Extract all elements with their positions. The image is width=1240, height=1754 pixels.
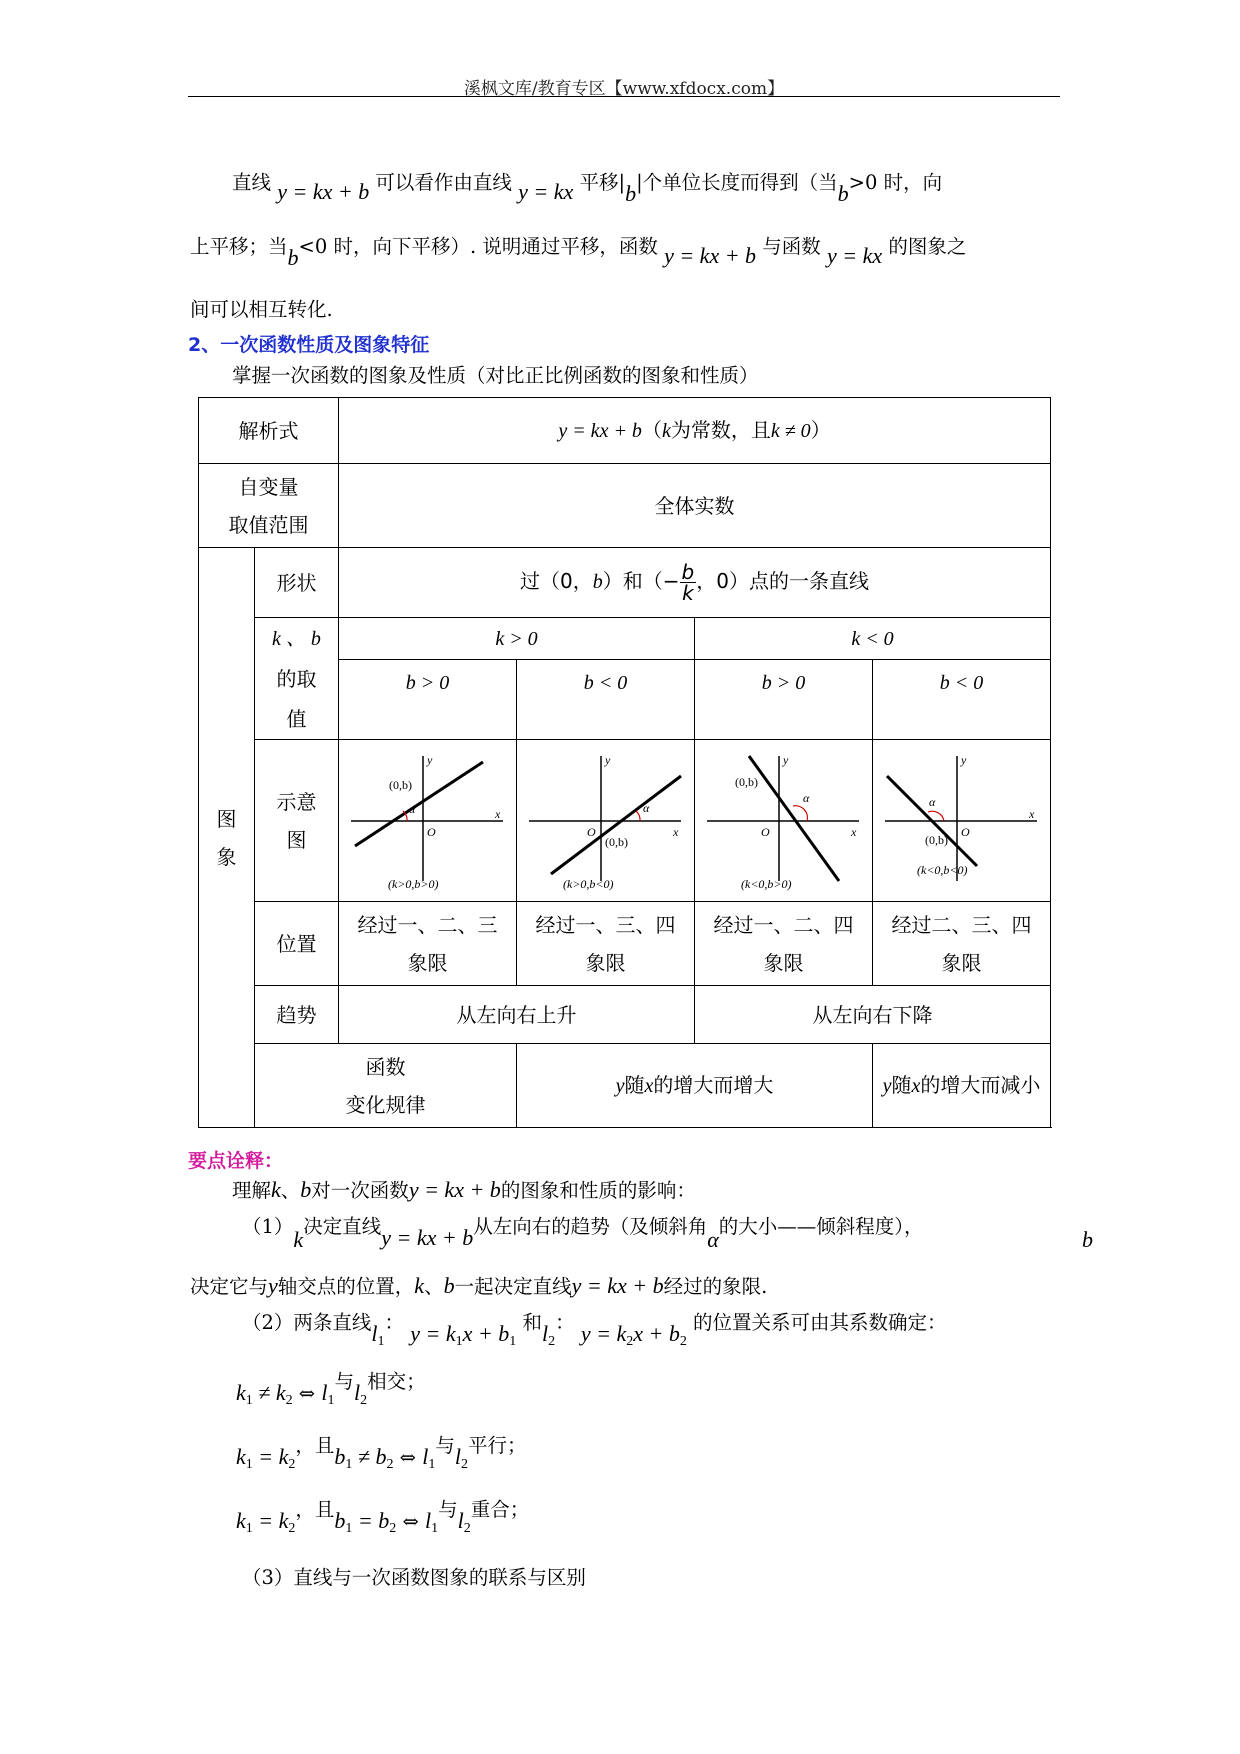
b-pos-2: b > 0: [695, 660, 873, 740]
variable: b: [625, 181, 637, 206]
text: （1）: [242, 1215, 294, 1238]
position-4: [873, 902, 1051, 986]
text: 平移|: [579, 171, 626, 194]
origin-label: O: [586, 824, 596, 839]
text: 与函数: [762, 235, 821, 258]
trend-down: 从左向右下降: [695, 986, 1051, 1044]
variable: l: [541, 1321, 549, 1346]
variable: l: [457, 1508, 464, 1533]
graph-k-pos-b-neg: [521, 746, 691, 896]
variable: k: [236, 1380, 246, 1405]
text: 象限: [941, 950, 982, 975]
operator: ≠ b: [352, 1444, 387, 1469]
text: 与: [438, 1498, 458, 1521]
properties-table: [198, 397, 1051, 1128]
label-line: 图: [216, 806, 237, 831]
fraction: [680, 562, 697, 603]
text: 决定直线: [303, 1215, 382, 1238]
caption: (k>0,b<0): [562, 876, 614, 891]
subscript: 2: [288, 1521, 296, 1536]
text: 从左向右的趋势（及倾斜角: [473, 1215, 708, 1238]
b-neg-1: b < 0: [517, 660, 695, 740]
row-formula: [199, 398, 1051, 464]
row-diagram: [199, 740, 1051, 902]
function-increasing: [517, 1044, 873, 1128]
page-header: 溪枫文库/教育专区【www.xfdocx.com】: [463, 79, 785, 99]
denominator: k: [682, 581, 694, 605]
operator: ⇔: [292, 1382, 322, 1405]
notes-line3: [242, 1308, 1112, 1349]
label-line: 值: [286, 706, 307, 731]
variable: b: [334, 1444, 346, 1469]
caption: (k>0,b>0): [387, 876, 439, 891]
row-position: [199, 902, 1051, 986]
operator: ≠ k: [252, 1380, 286, 1405]
text: 重合；: [470, 1498, 530, 1521]
variable: y: [268, 1273, 278, 1298]
label-diagram: [255, 740, 339, 902]
position-2: [517, 902, 695, 986]
variable: k: [293, 1227, 304, 1252]
variable: x: [911, 1075, 921, 1097]
label-line: 自变量: [238, 474, 299, 499]
subscript: 2: [461, 1457, 468, 1472]
graph-cell-3: [695, 740, 873, 902]
equation: y = kx + b: [381, 1225, 474, 1250]
graph-k-pos-b-pos: [343, 746, 513, 896]
variable: b: [837, 181, 849, 206]
operator: ⇔: [393, 1446, 423, 1469]
subscript: 1: [377, 1334, 385, 1349]
y-label: y: [604, 752, 610, 767]
variable: b: [300, 1177, 312, 1202]
section-title: 2、一次函数性质及图象特征: [188, 334, 430, 356]
notes-title: 要点诠释：: [188, 1150, 284, 1172]
row-trend: [199, 986, 1051, 1044]
text: >0 时，向: [848, 171, 943, 194]
equation-part: x + b: [633, 1321, 680, 1346]
caption: (k<0,b<0): [916, 862, 968, 877]
equation: y = kx + b: [664, 243, 757, 268]
origin-label: O: [426, 824, 436, 839]
subscript: 1: [455, 1334, 463, 1349]
text: 平行；: [468, 1434, 527, 1457]
caption: (k<0,b>0): [740, 876, 792, 891]
text: 的图象和性质的影响：: [500, 1179, 696, 1202]
equation: y = kx + b: [408, 1177, 501, 1202]
subscript: 2: [389, 1521, 397, 1536]
equation-l2: [580, 1321, 687, 1349]
text: 、: [280, 1179, 301, 1202]
operator: = k: [252, 1444, 289, 1469]
subscript: 1: [245, 1521, 253, 1536]
trend-up: 从左向右上升: [339, 986, 695, 1044]
graph-k-neg-b-neg: [877, 746, 1047, 896]
variable: l: [321, 1380, 328, 1405]
label-shape: 形状: [255, 548, 339, 618]
text: ，且: [295, 1434, 335, 1457]
y-label: y: [426, 752, 432, 767]
text: |个单位长度而得到（当: [636, 171, 838, 194]
subscript: 2: [386, 1457, 394, 1472]
notes-line0: [232, 1176, 1102, 1205]
subscript: 2: [288, 1457, 296, 1472]
point-label: (0,b): [734, 774, 758, 789]
variable: y: [882, 1075, 892, 1097]
label-kb: [255, 618, 339, 740]
graph-line: [551, 776, 681, 874]
point-label: (0,b): [388, 777, 412, 792]
text: ，0）点的一条直线: [696, 569, 869, 593]
row-domain: [199, 464, 1051, 548]
variable: b: [1082, 1227, 1093, 1252]
alpha-label: α: [928, 794, 935, 809]
text: 上平移；当: [190, 235, 288, 258]
label-line: 取值范围: [228, 512, 309, 537]
text: ：: [384, 1311, 405, 1334]
k-positive: k > 0: [339, 618, 695, 660]
text: 的位置关系可由其系数确定：: [693, 1311, 947, 1334]
row-k: [199, 618, 1051, 660]
k-negative: k < 0: [695, 618, 1051, 660]
subscript: 1: [327, 1393, 335, 1408]
subscript: 2: [679, 1334, 687, 1349]
equation-l1: [410, 1321, 517, 1349]
origin-label: O: [760, 824, 770, 839]
notes-line1: [242, 1212, 1112, 1252]
position-1: [339, 902, 517, 986]
label-line: 象: [216, 844, 237, 869]
para1-line2: [190, 232, 1060, 270]
text: 直线: [232, 171, 272, 194]
subscript: 1: [509, 1334, 517, 1349]
row-function-change: [199, 1044, 1051, 1128]
label-line: 示意: [276, 789, 317, 814]
text: 经过一、二、三: [357, 912, 498, 937]
domain-value: 全体实数: [339, 464, 1051, 548]
text: 理解: [232, 1179, 272, 1202]
subscript: 2: [360, 1393, 368, 1408]
text: 经过的象限.: [663, 1275, 768, 1298]
function-decreasing: [873, 1044, 1051, 1128]
subscript: 1: [245, 1393, 253, 1408]
text: 对一次函数: [311, 1179, 409, 1202]
text: ）和（−: [602, 569, 680, 593]
text: （2）两条直线: [242, 1311, 372, 1334]
para1-line3: 间可以相互转化.: [190, 298, 333, 321]
b-neg-2: b < 0: [873, 660, 1051, 740]
alpha-label: α: [802, 790, 809, 805]
variable: x: [644, 1075, 654, 1097]
text: 象限: [763, 950, 804, 975]
b-pos-1: b > 0: [339, 660, 517, 740]
header-rule: [188, 96, 1060, 97]
variable: b: [334, 1508, 346, 1533]
equation: y = kx: [826, 243, 883, 268]
text: 经过一、三、四: [535, 912, 676, 937]
numerator: b: [681, 560, 695, 584]
text: ）: [810, 418, 831, 442]
graph-cell-4: [873, 740, 1051, 902]
label-domain: [199, 464, 339, 548]
variable: l: [354, 1380, 361, 1405]
label-graph: [199, 548, 255, 1128]
label-line: 函数: [365, 1054, 406, 1079]
label-trend: 趋势: [255, 986, 339, 1044]
label-formula: 解析式: [199, 398, 339, 464]
section-intro: 掌握一次函数的图象及性质（对比正比例函数的图象和性质）: [232, 364, 759, 387]
origin-label: O: [960, 824, 970, 839]
variable: α: [707, 1227, 719, 1252]
formula: y = kx + b: [558, 420, 642, 442]
formula-cell: [339, 398, 1051, 464]
text: ，且: [295, 1498, 335, 1521]
angle-arc: [636, 811, 640, 821]
shape-value: [339, 548, 1051, 618]
row-shape: [199, 548, 1051, 618]
subscript: 2: [626, 1334, 634, 1349]
variable: y: [615, 1075, 625, 1097]
text: 的图象之: [888, 235, 967, 258]
graph-k-neg-b-pos: [699, 746, 869, 896]
label-position: 位置: [255, 902, 339, 986]
text: 与: [334, 1370, 354, 1393]
text: 过（0，: [520, 569, 593, 593]
alpha-label: α: [642, 800, 649, 815]
text: 的大小——倾斜程度），: [718, 1215, 924, 1238]
equation-part: x + b: [462, 1321, 510, 1346]
para1-line1: [232, 168, 1102, 206]
text: 可以看作由直线: [375, 171, 512, 194]
text: 一起决定直线: [454, 1275, 572, 1298]
text: 和: [522, 1311, 542, 1334]
text: 随: [624, 1073, 645, 1097]
operator: = b: [352, 1508, 390, 1533]
variable: k: [271, 1177, 281, 1202]
graph-line: [749, 756, 839, 881]
graph-cell-2: [517, 740, 695, 902]
subscript: 2: [548, 1334, 556, 1349]
relation-parallel: [236, 1434, 527, 1473]
x-label: x: [672, 824, 678, 839]
x-label: x: [850, 824, 856, 839]
text: 相交；: [367, 1370, 426, 1393]
text: 象限: [407, 950, 448, 975]
point-label: (0,b): [604, 834, 628, 849]
subscript: 1: [431, 1521, 439, 1536]
text: 随: [891, 1073, 912, 1097]
equation: y = kx + b: [571, 1273, 664, 1298]
operator: ⇔: [396, 1510, 426, 1533]
subscript: 1: [428, 1457, 436, 1472]
text: 象限: [585, 950, 626, 975]
equation: y = kx + b: [277, 179, 370, 204]
subscript: 1: [245, 1457, 253, 1472]
label-line: 的取: [276, 666, 317, 691]
variable: k: [661, 420, 671, 442]
text: 轴交点的位置，: [277, 1275, 415, 1298]
variable: b: [287, 245, 299, 270]
text: 经过二、三、四: [891, 912, 1032, 937]
label-line: 变化规律: [345, 1092, 426, 1117]
text: 经过一、二、四: [713, 912, 854, 937]
text: 、: [424, 1275, 444, 1298]
alpha-label: α: [408, 801, 415, 816]
subscript: 2: [463, 1521, 471, 1536]
variable: b: [443, 1273, 455, 1298]
variable: k: [236, 1508, 246, 1533]
text: 与: [435, 1434, 455, 1457]
notes-line2: [190, 1272, 1060, 1301]
point-label: (0,b): [924, 832, 948, 847]
text: 为常数，且: [670, 418, 771, 442]
text: <0 时，向下平移）. 说明通过平移，函数: [298, 235, 658, 258]
variable: b: [592, 571, 603, 593]
subscript: 1: [345, 1457, 353, 1472]
y-label: y: [782, 752, 788, 767]
label-line: 图: [286, 827, 307, 852]
relation-intersect: [236, 1370, 426, 1409]
notes-line4: （3）直线与一次函数图象的联系与区别: [242, 1566, 586, 1589]
variable: l: [371, 1321, 378, 1346]
equation-part: y = k: [580, 1321, 627, 1346]
variable: l: [454, 1444, 461, 1469]
equation-part: y = k: [410, 1321, 456, 1346]
text: （: [641, 418, 662, 442]
text: 的增大而增大: [653, 1073, 774, 1097]
x-label: x: [494, 806, 500, 821]
text: 决定它与: [190, 1275, 269, 1298]
variable: l: [425, 1508, 432, 1533]
text: 的增大而减小: [920, 1073, 1041, 1097]
label-line: k 、 b: [272, 627, 321, 650]
variable: k: [236, 1444, 246, 1469]
relation-coincide: [236, 1498, 530, 1537]
graph-line: [355, 762, 483, 846]
x-label: x: [1028, 806, 1034, 821]
graph-cell-1: [339, 740, 517, 902]
subscript: 2: [285, 1393, 293, 1408]
equation: y = kx: [518, 179, 574, 204]
variable: l: [422, 1444, 429, 1469]
label-function-change: [255, 1044, 517, 1128]
operator: = k: [252, 1508, 289, 1533]
subscript: 1: [345, 1521, 353, 1536]
y-label: y: [960, 752, 966, 767]
variable: k: [414, 1273, 425, 1298]
condition: k ≠ 0: [770, 420, 811, 442]
text: ：: [555, 1311, 575, 1334]
position-3: [695, 902, 873, 986]
